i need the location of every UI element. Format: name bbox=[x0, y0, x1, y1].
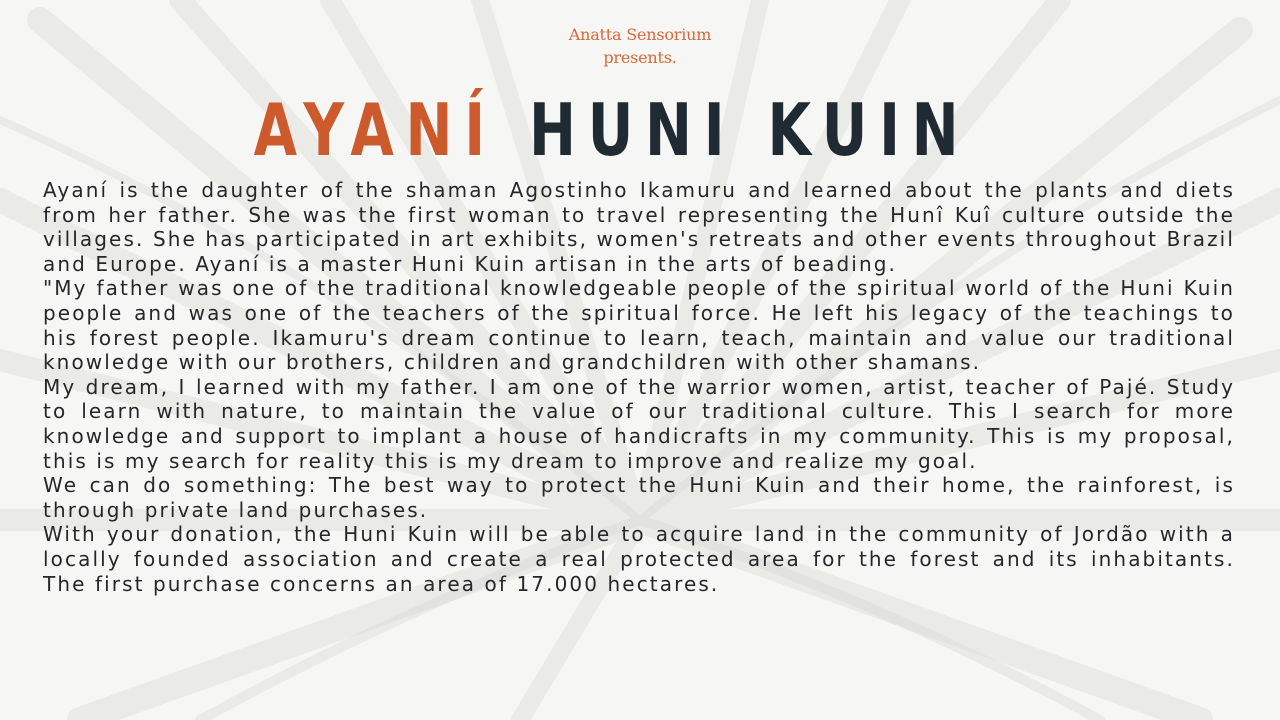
paragraph-father-quote: "My father was one of the traditional knowledgeable people of the spiritual world of the Huni Kuin people and was one of the teachers of the spiritual force. He left his legacy of the teachings to his forest people. Ikamuru's dream continue to learn, teach, maintain and value our traditional knowledge with our brothers, children and grandchildren with other shamans. bbox=[43, 276, 1235, 375]
paragraph-intro: Ayaní is the daughter of the shaman Agostinho Ikamuru and learned about the plants and diets from her father. She was the first woman to travel representing the Hunî Kuî culture outside the villages. She has participated in art exhibits, women's retreats and other events throughout Brazil and Europe. Ayaní is a master Huni Kuin artisan in the arts of beading. bbox=[43, 178, 1235, 276]
page-title bbox=[0, 82, 1280, 178]
paragraph-call-to-action: We can do something: The best way to protect the Huni Kuin and their home, the rainforest, is through private land purchases. bbox=[43, 473, 1235, 522]
biography-text bbox=[43, 178, 1235, 596]
title-last-name: HUNI KUIN bbox=[529, 88, 971, 172]
paragraph-dream: My dream, I learned with my father. I am one of the warrior women, artist, teacher of Pajé. Study to learn with nature, to maintain the value of our traditional culture. This I search for more knowledge and support to implant a house of handicrafts in my community. This is my proposal, this is my search for reality this is my dream to improve and realize my goal. bbox=[43, 374, 1235, 473]
paragraph-donation: With your donation, the Huni Kuin will be able to acquire land in the community of Jordão with a locally founded association and create a real protected area for the forest and its inhabitants. The first purchase concerns an area of 17.000 hectares. bbox=[43, 522, 1235, 596]
presenter-name: Anatta Sensorium bbox=[568, 25, 712, 44]
title-first-name: AYANÍ bbox=[253, 88, 497, 172]
presenter-subtitle: presents. bbox=[603, 48, 677, 67]
